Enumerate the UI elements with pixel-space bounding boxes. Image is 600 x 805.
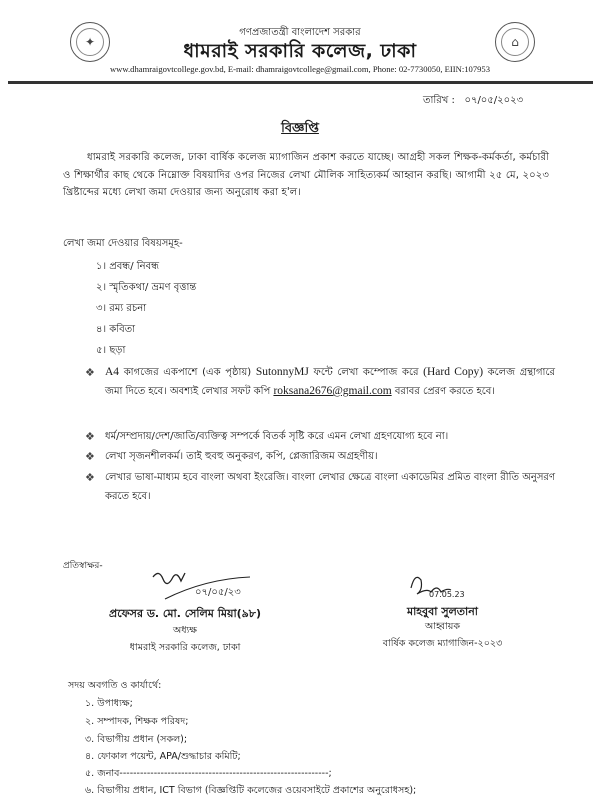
instruction-item [85, 363, 555, 401]
instruction-text: ধর্ম/সম্প্রদায়/দেশ/জাতি/ব্যক্তিত্ব সম্পর্কে বিতর্ক সৃষ্টি করে এমন লেখা গ্রহণযোগ্য হবে না। [105, 431, 449, 442]
subject-item: ৫। ছড়া [96, 345, 126, 356]
convener-signature-date: 07.05.23 [429, 590, 465, 599]
notice-title [0, 119, 600, 140]
college-name: ধামরাই সরকারি কলেজ, ঢাকা [183, 40, 417, 62]
instruction-item [85, 468, 555, 506]
principal-designation: অধ্যক্ষ [172, 625, 197, 636]
instruction-text: কাগজের একপাশে (এক পৃষ্ঠায়) [119, 367, 256, 378]
date-label: তারিখ : [423, 95, 455, 106]
hard-copy-label: (Hard Copy) [423, 366, 484, 378]
bullet-icon: ❖ [85, 450, 95, 463]
government-title: গণপ্রজাতন্ত্রী বাংলাদেশ সরকার [239, 27, 361, 38]
government-seal-icon: ✦ [70, 22, 110, 62]
date-value: ০৭/০৫/২০২৩ [464, 95, 524, 106]
convener-name: মাহবুবা সুলতানা [406, 605, 478, 618]
distribution-item: ৬. বিভাগীয় প্রধান, ICT বিভাগ (বিজ্ঞপ্তিটি কলেজের ওয়েবসাইটে প্রকাশের অনুরোধসহ); [85, 785, 417, 796]
subject-item: ৪। কবিতা [96, 324, 136, 335]
font-name: SutonnyMJ [255, 366, 309, 378]
bullet-icon: ❖ [85, 430, 95, 443]
countersign-label: প্রতিস্বাক্ষর- [63, 561, 103, 571]
distribution-item: ২. সম্পাদক, শিক্ষক পরিষদ; [85, 716, 189, 727]
principal-name: প্রফেসর ড. মো. সেলিম মিয়া(৯৮) [109, 607, 261, 620]
principal-office: ধামরাই সরকারি কলেজ, ঢাকা [129, 642, 241, 653]
distribution-heading: সদয় অবগতি ও কার্যার্থে: [68, 680, 162, 691]
instruction-text: ফন্টে লেখা কম্পোজ করে [308, 367, 424, 378]
submission-email-link[interactable]: roksana2676@gmail.com [273, 385, 392, 397]
paper-size: A4 [105, 366, 120, 378]
convener-signature [405, 568, 475, 600]
subject-item: ৩। রম্য রচনা [96, 303, 147, 314]
header-divider [8, 81, 593, 84]
distribution-item: ৪. ফোকাল পয়েন্ট, APA/শুদ্ধাচার কমিটি; [85, 751, 241, 762]
subject-item: ২। স্মৃতিকথা/ ভ্রমণ বৃত্তান্ত [96, 282, 197, 293]
instruction-text: কলেজ গ্রন্থাগারে জমা দিতে হবে। অবশ্যই লেখার সফট কপি [105, 367, 555, 397]
instruction-item [85, 447, 555, 466]
subject-item: ১। প্রবন্ধ/ নিবন্ধ [96, 261, 160, 272]
college-logo-icon: ⌂ [495, 22, 535, 62]
instruction-text: লেখা সৃজনশীলকর্ম। তাই হুবহু অনুকরণ, কপি, প্লেজারিজম অগ্রহণীয়। [105, 451, 378, 462]
distribution-item: ৩. বিভাগীয় প্রধান (সকল); [85, 734, 188, 745]
convener-designation: আহ্বায়ক [425, 621, 460, 632]
instruction-text: লেখার ভাষা-মাধ্যম হবে বাংলা অথবা ইংরেজি। বাংলা লেখার ক্ষেত্রে বাংলা একাডেমির প্রমিত বাংলা রীতি অনুসরণ করতে হবে। [105, 472, 555, 502]
notice-title-text: বিজ্ঞপ্তি [281, 121, 319, 136]
bullet-icon: ❖ [85, 366, 95, 379]
bullet-icon: ❖ [85, 471, 95, 484]
contact-line: www.dhamraigovtcollege.gov.bd, E-mail: dhamraigovtcollege@gmail.com, Phone: 02-7730050, EIIN:107953 [109, 64, 491, 74]
instruction-text: বরাবর প্রেরণ করতে হবে। [391, 386, 495, 397]
convener-office: বার্ষিক কলেজ ম্যাগাজিন-২০২৩ [382, 638, 503, 649]
distribution-item: ১. উপাধ্যক্ষ; [85, 698, 133, 709]
instruction-item [85, 427, 555, 446]
distribution-item: ৫. জনাব-------------------------------------------------------------; [85, 768, 332, 779]
intro-paragraph: ধামরাই সরকারি কলেজ, ঢাকা বার্ষিক কলেজ ম্যাগাজিন প্রকাশ করতে যাচ্ছে। আগ্রহী সকল শিক্ষক-কর্মকর্তা, কর্মচারী ও শিক্ষার্থীর কাছ থেকে নিম্নোক্ত বিষয়াদির ওপর নিজের লেখা মৌলিক সাহিত্যকর্ম আহ্বান করছি। আগামী ২৫ মে, ২০২৩ খ্রিষ্টাব্দের মধ্যে লেখা জমা দেওয়ার জন্য অনুরোধ করা হ'ল। [63, 152, 549, 198]
principal-signature-date: ০৭/০৫/২৩ [195, 587, 241, 598]
principal-signature [145, 565, 255, 605]
notice-date [423, 93, 523, 110]
subjects-heading: লেখা জমা দেওয়ার বিষয়সমূহ- [63, 238, 183, 249]
